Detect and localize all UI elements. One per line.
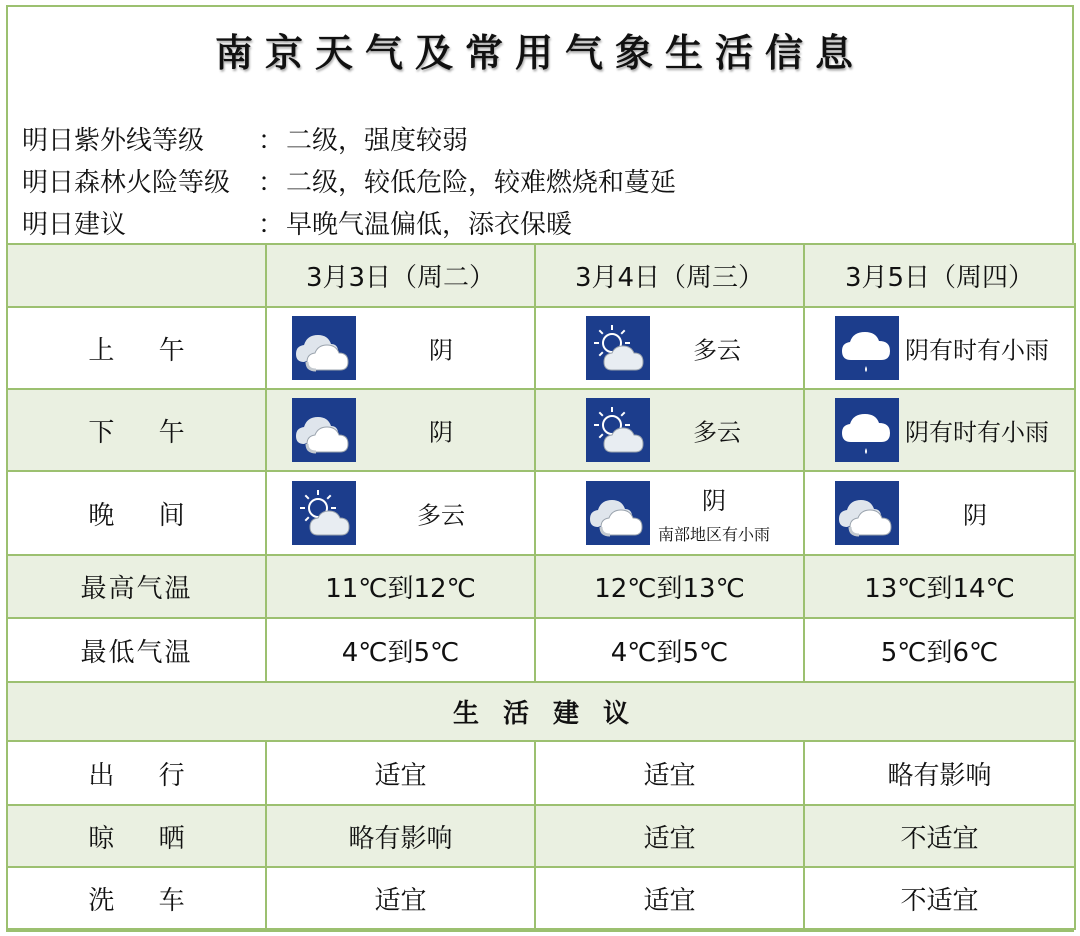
partly-cloudy-icon [586, 398, 650, 462]
weather-text: 阴有时有小雨 [905, 418, 1049, 447]
min-temp-value: 4℃到5℃ [535, 618, 804, 682]
advice-sep: ： [258, 210, 285, 240]
life-value: 略有影响 [804, 741, 1075, 805]
fire-risk-value: 二级，较低危险，较难燃烧和蔓延 [286, 168, 677, 198]
life-value: 不适宜 [804, 805, 1075, 867]
life-value: 适宜 [266, 741, 535, 805]
weather-text: 阴 [963, 501, 987, 530]
min-temp-label: 最低气温 [7, 618, 266, 682]
weather-text: 多云 [693, 336, 741, 365]
cloudy-icon [835, 481, 899, 545]
advice-label: 明日建议 [22, 210, 127, 240]
life-value: 略有影响 [266, 805, 535, 867]
life-value: 适宜 [535, 867, 804, 929]
page-title: 南京天气及常用气象生活信息 [214, 30, 865, 75]
weather-cell [535, 389, 804, 471]
uv-level-sep: ： [258, 126, 285, 156]
weather-cell [266, 389, 535, 471]
life-section-row [7, 682, 1075, 741]
day-header: 3月4日（周三） [535, 244, 804, 307]
partly-cloudy-icon [292, 481, 356, 545]
corner-cell [7, 244, 266, 307]
weather-cell [266, 471, 535, 555]
uv-level-label: 明日紫外线等级 [22, 126, 205, 156]
day-header: 3月5日（周四） [804, 244, 1075, 307]
weather-table [6, 243, 1076, 930]
life-value: 适宜 [266, 867, 535, 929]
life-label: 晾 晒 [7, 805, 266, 867]
weather-cell [804, 389, 1075, 471]
max-temp-value: 13℃到14℃ [804, 555, 1075, 618]
weather-subtext: 南部地区有小雨 [658, 525, 771, 544]
weather-text: 多云 [693, 418, 741, 447]
life-section-heading: 生活建议 [7, 682, 1075, 741]
uv-level-line [22, 120, 468, 157]
weather-text: 阴有时有小雨 [905, 336, 1049, 365]
day-header: 3月3日（周二） [266, 244, 535, 307]
day-header-row [7, 244, 1075, 307]
cloudy-icon [292, 316, 356, 380]
partly-cloudy-icon [586, 316, 650, 380]
period-label: 晚 间 [7, 471, 266, 555]
weather-cell [804, 307, 1075, 389]
life-value: 适宜 [535, 741, 804, 805]
weather-text: 阴 [702, 487, 726, 515]
min-temp-value: 4℃到5℃ [266, 618, 535, 682]
min-temp-row [7, 618, 1075, 682]
fire-risk-line [22, 162, 676, 199]
fire-risk-sep: ： [258, 168, 285, 198]
uv-level-value: 二级，强度较弱 [286, 126, 469, 156]
max-temp-row [7, 555, 1075, 618]
cloudy-icon [586, 481, 650, 545]
light-rain-icon [835, 398, 899, 462]
life-row-drying [7, 805, 1075, 867]
life-label: 洗 车 [7, 867, 266, 929]
fire-risk-label: 明日森林火险等级 [22, 168, 231, 198]
weather-cell [266, 307, 535, 389]
max-temp-value: 12℃到13℃ [535, 555, 804, 618]
period-row-afternoon [7, 389, 1075, 471]
advice-line [22, 204, 572, 241]
weather-cell [804, 471, 1075, 555]
max-temp-label: 最高气温 [7, 555, 266, 618]
weather-text: 阴 [429, 418, 453, 447]
advice-value: 早晚气温偏低，添衣保暖 [286, 210, 573, 240]
weather-cell [535, 471, 804, 555]
period-label: 上 午 [7, 307, 266, 389]
period-label: 下 午 [7, 389, 266, 471]
weather-text: 多云 [417, 501, 465, 530]
min-temp-value: 5℃到6℃ [804, 618, 1075, 682]
life-row-travel [7, 741, 1075, 805]
weather-text: 阴 [429, 336, 453, 365]
weather-cell [535, 307, 804, 389]
life-row-carwash [7, 867, 1075, 929]
period-row-morning [7, 307, 1075, 389]
life-value: 适宜 [535, 805, 804, 867]
life-label: 出 行 [7, 741, 266, 805]
weather-text-block [658, 481, 770, 545]
life-value: 不适宜 [804, 867, 1075, 929]
cloudy-icon [292, 398, 356, 462]
light-rain-icon [835, 316, 899, 380]
period-row-evening [7, 471, 1075, 555]
max-temp-value: 11℃到12℃ [266, 555, 535, 618]
